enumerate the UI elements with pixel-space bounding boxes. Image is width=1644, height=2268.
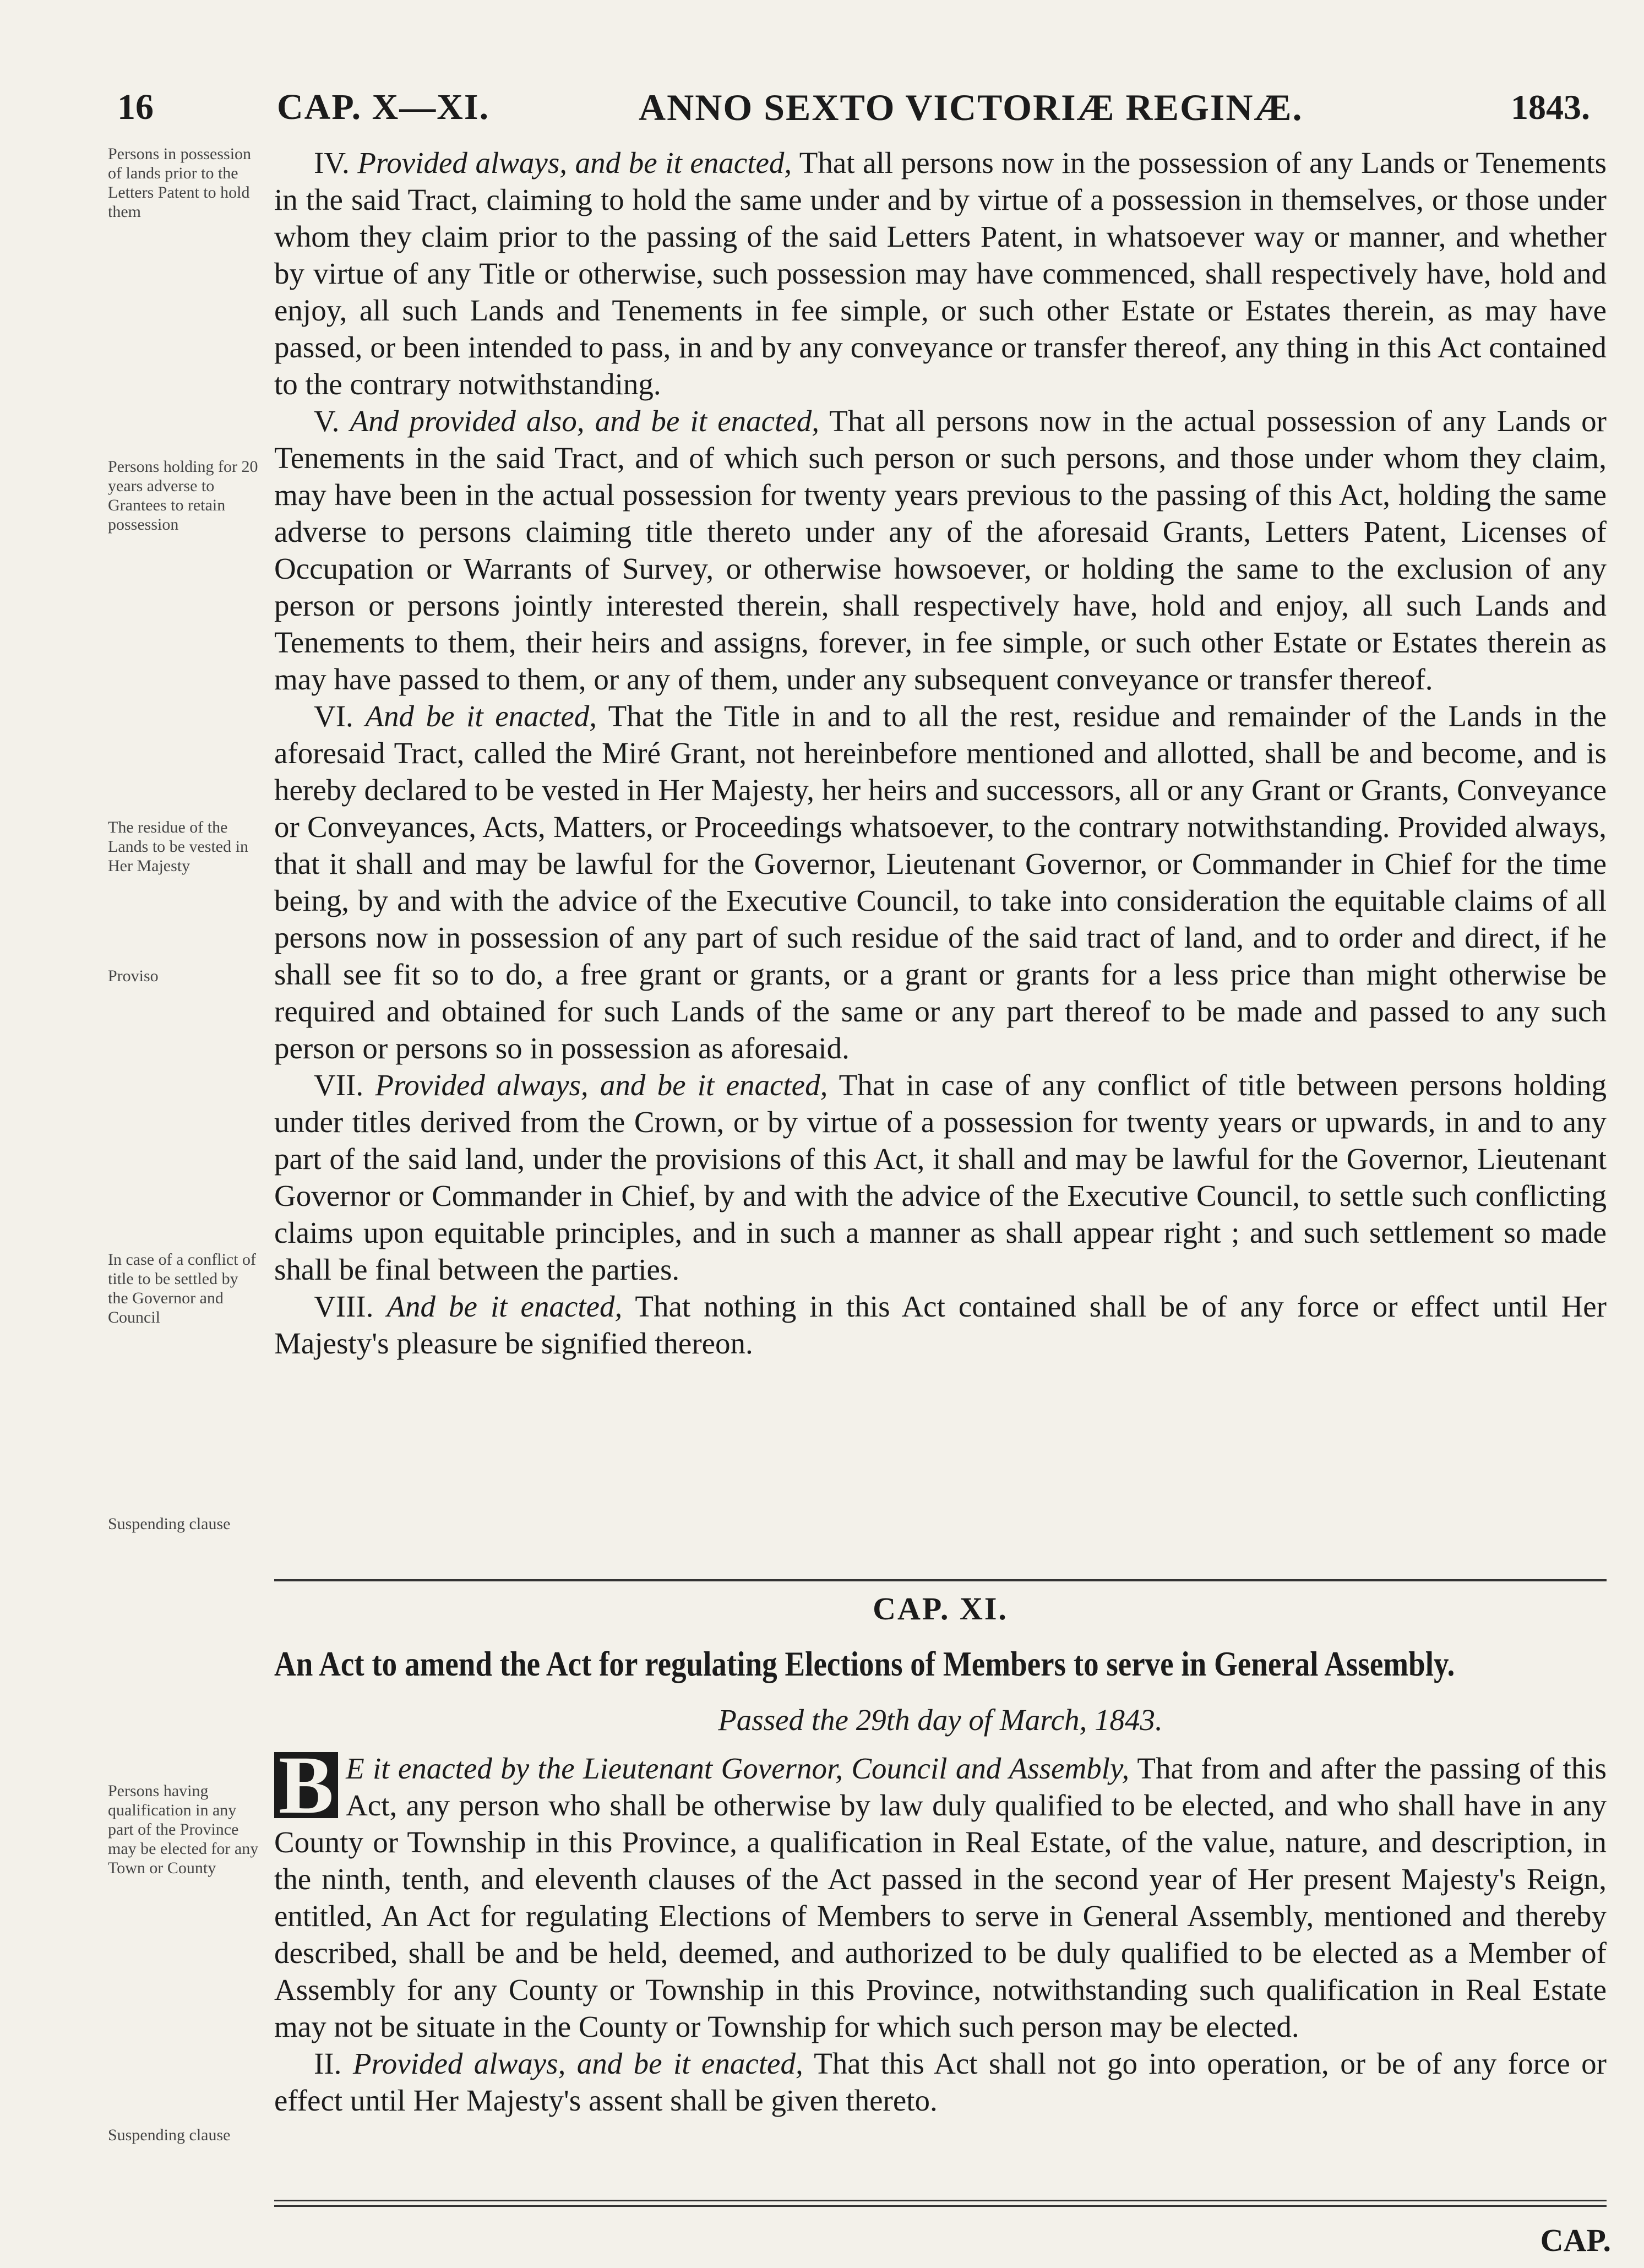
section-text: That all persons now in the possession of any Lands or Tenements in the said Tract, claiming to hold the same under and by virtue of a possession in themselves, or those under whom they claim prior to the passing of the said Letters Patent, in whatsoever way or manner, and whether by virtue of any Title or otherwise, such possession may have commenced, shall respectively have, hold and enjoy, all such Lands and Tenements in fee simple, or such other Estate or Estates therein, as may have passed, or been intended to pass, in and by any conveyance or transfer thereof, any thing in this Act contained to the contrary notwithstanding. [274, 146, 1607, 401]
catchword: CAP. [1540, 2222, 1611, 2258]
enacting-clause: And be it enacted, [386, 1290, 623, 1323]
section-number: VI. [314, 699, 353, 733]
cap11-section-2 [274, 2045, 1607, 2119]
section-8 [274, 1288, 1607, 1362]
section-6 [274, 698, 1607, 1067]
margin-note-section-8: Suspending clause [108, 1515, 231, 1533]
section-number: II. [314, 2047, 342, 2080]
running-title: ANNO SEXTO VICTORIÆ REGINÆ. [639, 86, 1303, 128]
cap10-body [274, 144, 1607, 1362]
drop-cap: B [274, 1752, 338, 1818]
section-text: That nothing in this Act contained shall be of any force or effect until Her Majesty's pleasure be signified thereon. [274, 1290, 1607, 1360]
section-7 [274, 1067, 1607, 1288]
chapter-range: CAP. X—XI. [277, 87, 490, 127]
enacting-clause: Provided always, and be it enacted, [357, 146, 792, 180]
section-text: That from and after the passing of this Act, any person who shall be otherwise by law duly qualified to be elected, and who shall have in any County or Township in this Province, a qualification in Real Estate, of the value, nature, and description, in the ninth, tenth, and eleventh clauses of the Act passed in the second year of Her present Majesty's Reign, entitled, An Act for regulating Elections of Members to serve in General Assembly, mentioned and thereby described, shall be and be held, deemed, and authorized to be duly qualified to be elected as a Member of Assembly for any County or Township in this Province, notwithstanding such qualification in Real Estate may not be situate in the County or Township for which such person may be elected. [274, 1752, 1607, 2043]
enacting-clause: Provided always, and be it enacted, [352, 2047, 803, 2080]
section-5 [274, 403, 1607, 698]
section-text: That the Title in and to all the rest, residue and remainder of the Lands in the aforesaid Tract, called the Miré Grant, not hereinbefore mentioned and allotted, shall be and become, and is hereby declared to be vested in Her Majesty, her heirs and successors, all or any Grant or Grants, Conveyance or Conveyances, Acts, Matters, or Proceedings whatsoever, to the contrary notwithstanding. Provided always, that it shall and may be lawful for the Governor, Lieutenant Governor, or Commander in Chief for the time being, by and with the advice of the Executive Council, to take into consideration the equitable claims of all persons now in possession of any part of such residue of the said tract of land, and to order and direct, if he shall see fit so to do, a free grant or grants, or a grant or grants for a less price than might otherwise be required and obtained for such Lands of the same or any part thereof to be made and passed to any such person or persons so in possession as aforesaid. [274, 699, 1607, 1065]
margin-note-cap11-qualification: Persons having qualification in any part of the Province may be elected for any Town or County [108, 1782, 259, 1877]
margin-note-proviso: Proviso [108, 967, 159, 985]
page-number: 16 [117, 87, 154, 127]
cap11-section-1 [274, 1739, 1607, 2045]
section-number: IV. [314, 146, 350, 180]
passed-date-text: Passed the 29th day of March, 1843. [718, 1703, 1163, 1737]
margin-note-section-5: Persons holding for 20 years adverse to Grantees to retain possession [108, 458, 258, 534]
margin-note-section-6: The residue of the Lands to be vested in Her Majesty [108, 818, 248, 875]
page-end-rule [274, 2200, 1607, 2207]
section-divider [274, 1579, 1607, 1581]
cap11-heading: CAP. XI. [873, 1591, 1008, 1627]
margin-note-section-4: Persons in possession of lands prior to the Letters Patent to hold them [108, 145, 252, 221]
section-text: That all persons now in the actual possession of any Lands or Tenements in the said Tract, and of which such person or such persons, and those under whom they claim, may have been in the actual possession for twenty years previous to the passing of this Act, holding the same adverse to persons claiming title thereto under any of the aforesaid Grants, Letters Patent, Licenses of Occupation or Warrants of Survey, or otherwise howsoever, or holding the same to the exclusion of any person or persons jointly interested therein, shall respectively have, hold and enjoy, all such Lands and Tenements to them, their heirs and assigns, forever, in fee simple, or such other Estate or Estates therein as may have passed to them, or any of them, under any subsequent conveyance or transfer thereof. [274, 404, 1607, 696]
margin-note-cap11-suspending: Suspending clause [108, 2126, 231, 2144]
section-4 [274, 144, 1607, 403]
enacting-clause: And provided also, and be it enacted, [350, 404, 820, 438]
cap11-title: An Act to amend the Act for regulating Elections of Members to serve in General Assembly. [274, 1644, 1455, 1683]
section-text: That this Act shall not go into operation, or be of any force or effect until Her Majesty's assent shall be given thereto. [274, 2047, 1607, 2117]
section-number: VIII. [314, 1290, 374, 1323]
enacting-clause: And be it enacted, [365, 699, 597, 733]
page-year: 1843. [1511, 88, 1590, 127]
section-number: V. [314, 404, 340, 438]
margin-note-section-7: In case of a conflict of title to be settled by the Governor and Council [108, 1250, 257, 1326]
cap11-body [274, 1739, 1607, 2119]
cap11-passed-date [274, 1703, 1607, 1737]
enacting-clause: E it enacted by the Lieutenant Governor, Council and Assembly, [346, 1752, 1130, 1785]
section-number: VII. [314, 1068, 364, 1102]
enacting-clause: Provided always, and be it enacted, [375, 1068, 828, 1102]
section-text: That in case of any conflict of title between persons holding under titles derived from the Crown, or by virtue of a possession for twenty years or upwards, in and to any part of the said land, under the provisions of this Act, it shall and may be lawful for the Governor, Lieutenant Governor or Commander in Chief, by and with the advice of the Executive Council, to settle such conflicting claims upon equitable principles, and in such a manner as shall appear right ; and such settlement so made shall be final between the parties. [274, 1068, 1607, 1286]
